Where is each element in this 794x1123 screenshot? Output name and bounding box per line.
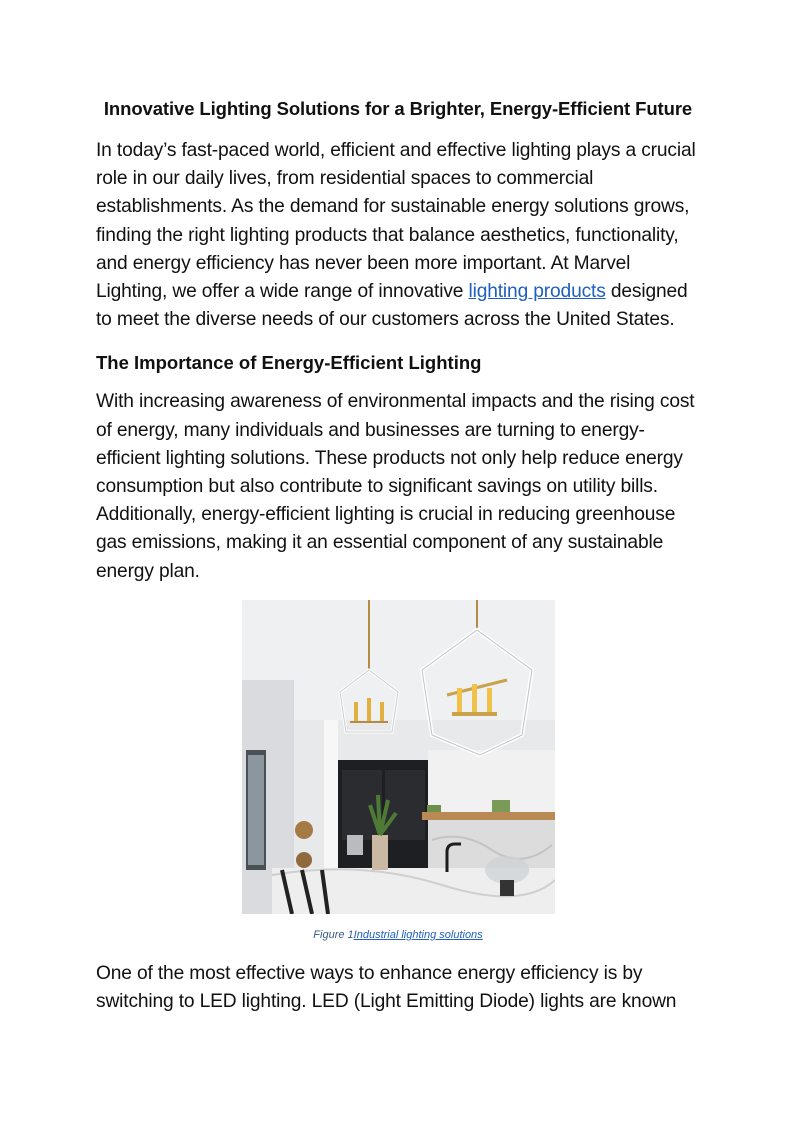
intro-text-after-link: designed to meet the diverse needs of our customers across the United States.	[96, 281, 688, 331]
figure-caption	[96, 928, 700, 942]
section-heading: The Importance of Energy-Efficient Lighting	[96, 352, 482, 374]
closing-paragraph: One of the most effective ways to enhance energy efficiency is by switching to LED lighting. LED (Light Emitting Diode) lights are known	[96, 962, 677, 1013]
document-title: Innovative Lighting Solutions for a Brighter, Energy-Efficient Future	[103, 98, 693, 119]
document-page	[96, 96, 700, 1026]
lighting-products-link[interactable]: lighting products	[468, 281, 606, 303]
kitchen-pendant-lights-photo	[242, 600, 555, 914]
industrial-lighting-link[interactable]: Industrial lighting solutions	[353, 928, 483, 941]
intro-paragraph	[96, 137, 700, 334]
caption-prefix: Figure 1	[313, 928, 354, 941]
intro-text-before-link: In today’s fast-paced world, efficient and effective lighting plays a crucial role in our daily lives, from residential spaces to commercial establishments. As the demand for sustainable energy solutions grows, finding the right lighting products that balance aesthetics, functionality, and energy efficiency has never been more important. At Marvel Lighting, we offer a wide range of innovative	[96, 140, 696, 303]
section-paragraph: With increasing awareness of environmental impacts and the rising cost of energy, many individuals and businesses are turning to energy-efficient lighting solutions. These products not only help reduce energy consumption but also contribute to significant savings on utility bills. Additionally, energy-efficient lighting is crucial in reducing greenhouse gas emissions, making it an essential component of any sustainable energy plan.	[96, 391, 695, 582]
figure	[96, 600, 700, 942]
